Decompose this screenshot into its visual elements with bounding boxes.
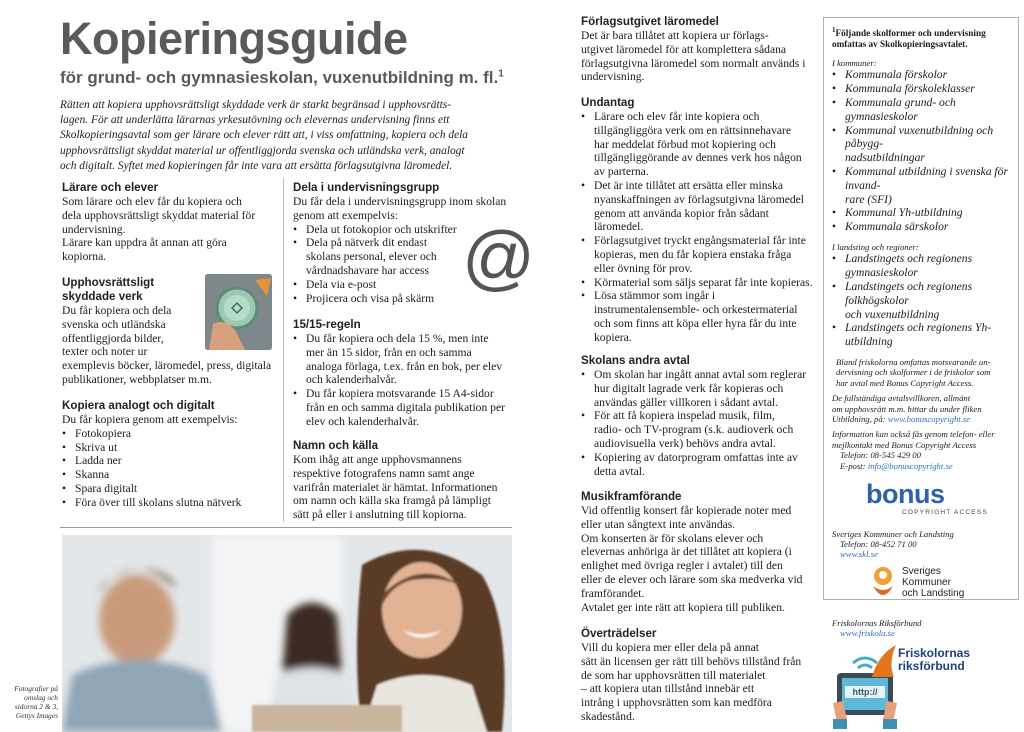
heading-dela: Dela i undervisningsgrupp [293, 181, 440, 194]
list-item: • Dela ut fotokopior och utskrifter [293, 223, 515, 237]
tablet-url-text: http:// [852, 687, 878, 697]
kommuner-label: I kommuner: [832, 58, 877, 69]
bonus-logo-text: bonus [866, 479, 945, 510]
friskolornas-logo-text: Friskolornas riksförbund [898, 645, 971, 673]
friskolornas-sail-icon [868, 645, 898, 679]
landsting-list [832, 252, 1010, 349]
friskolor-text: Bland friskolorna omfattas motsvarande un- dervisning och skolformer i de friskolor som har avtal med Bonus Copyright Access. [836, 357, 991, 388]
students-photo [62, 535, 512, 732]
bonus-website-link[interactable]: www.bonuscopyright.se [887, 414, 971, 425]
section-larare [62, 181, 276, 264]
list-item: • Du får kopiera motsvarande 15 A4-sidor från en och samma digitala publikation per elev och kalenderhalvår. [293, 387, 515, 428]
list-item: • Det är inte tillåtet att ersätta eller minska nyanskaffningen av förlagsutgivna läromedel genom att använda kopior från sådant läromedel. [581, 179, 813, 234]
heading-15-15-regeln: 15/15-regeln [293, 318, 361, 331]
heading-andra-avtal: Skolans andra avtal [581, 354, 690, 367]
page-title: Kopieringsguide [60, 13, 408, 64]
skl-link[interactable]: www.skl.se [840, 549, 878, 560]
scope-info-box [823, 17, 1019, 673]
page-subtitle [60, 68, 504, 88]
list-item: • Lärare och elev får inte kopiera och tillgängliggöra verk om en rättsinnehavare har meddelat förbud mot kopiering och tillgängliggörande av dennes verk hos någon av parterna. [581, 110, 813, 179]
kommuner-list [832, 68, 1010, 234]
list-item: • Kommunal Yh-utbildning [832, 206, 1010, 220]
info-box-heading [832, 25, 1010, 50]
list-item: • Förlagsutgivet tryckt engångsmaterial får inte kopieras, men du får kopiera enstaka fråga eller övning för prov. [581, 234, 813, 275]
text-namn-kalla: Kom ihåg att ange upphovsmannens respektive fotografens namn samt ange varifrån materialet är hämtat. Informationen om namn och källa ska framgå på lämpligt sätt på eller i anslutning till kopiorna. [293, 453, 498, 522]
list-item: • Skriva ut [62, 441, 276, 455]
bonus-email-line [832, 461, 1010, 471]
friskolornas-name: Friskolornas Riksförbund [832, 617, 922, 628]
list-item: • Dela på nätverk dit endast skolans personal, elever och vårdnadshavare har access [293, 236, 515, 277]
list-item: • Kommunal utbildning i svenska för invand- rare (SFI) [832, 165, 1010, 206]
section-15-15-regeln [293, 318, 515, 429]
text-overtradelser: Vill du kopiera mer eller dela på annat sätt än licensen ger rätt till behövs tillstånd från de som har upphovsrätten till materialet – att kopiera utan tillstånd innebär ett intrång i upphovsrätten som kan medföra skadestånd. [581, 641, 802, 723]
skl-phone: Telefon: 08-452 71 00 [840, 538, 917, 549]
skl-logo [868, 564, 1010, 608]
list-item: • Du får kopiera och dela 15 %, men inte mer än 15 sidor, från en och samma analoga förlaga, t.ex. från en bok, per elev och kalenderhalvår. [293, 332, 515, 387]
list-item: • Lösa stämmor som ingår i instrumentalensemble- och orkestermaterial och som finns att köpa eller hyra får du inte kopiera. [581, 289, 813, 344]
villkor-body: De fullständiga avtalsvillkoren, allmänt om upphovsrätt m.m. hittar du under fliken Utbildning, på: [832, 393, 982, 425]
list-item: • Kommunala särskolor [832, 220, 1010, 234]
heading-analogt-digitalt: Kopiera analogt och digitalt [62, 399, 215, 412]
list-item: • Körmaterial som säljs separat får inte kopieras. [581, 276, 813, 290]
text-larare: Som lärare och elev får du kopiera och dela upphovsrättsligt skyddat material för undervisning. Lärare kan uppdra åt annan att göra kopiorna. [62, 195, 256, 264]
copier-button-photo [205, 274, 272, 350]
subtitle-text: för grund- och gymnasieskolan, vuxenutbildning m. fl. [60, 68, 499, 87]
text-musikframforande: Vid offentlig konsert får kopierade noter med eller utan sångtext inte användas. Om konserten är för skolans elever och elevernas anhöriga är det tillåtet att kopiera (i enlighet med övriga regler i avtalet) till den eller de elever och lärare som ska medverka vid framförandet. Avtalet ger inte rätt att kopiera till publiken. [581, 504, 803, 614]
heading-larare: Lärare och elever [62, 181, 159, 194]
list-item: • För att få kopiera inspelad musik, film, radio- och TV-program (s.k. audioverk och audiovisuella verk) behövs andra avtal. [581, 409, 813, 450]
list-analogt-digitalt [62, 427, 276, 510]
footnote-mark: 1 [832, 26, 836, 34]
landsting-label: I landsting och regioner: [832, 242, 919, 253]
heading-forlagsutgivet: Förlagsutgivet läromedel [581, 15, 719, 28]
list-item: • Landstingets och regionens gymnasieskolor [832, 252, 1010, 280]
list-item: • Projicera och visa på skärm [293, 292, 515, 306]
bonus-email-link[interactable]: info@bonuscopyright.se [867, 460, 953, 471]
heading-musikframforande: Musikframförande [581, 490, 682, 503]
info-box-heading-text: Följande skolformer och undervisning omfattas av Skolkopieringsavtalet. [832, 28, 986, 50]
list-item: • Skanna [62, 468, 276, 482]
heading-undantag: Undantag [581, 96, 635, 109]
section-forlagsutgivet [581, 15, 813, 84]
skl-logo-mark-icon [868, 564, 898, 604]
list-item: • Kommunala grund- och gymnasieskolor [832, 96, 1010, 124]
friskolornas-logo [868, 645, 1010, 681]
list-andra-avtal [581, 368, 813, 478]
intro-paragraph: Rätten att kopiera upphovsrättsligt skyddade verk är starkt begränsad i upphovsrätts- lagen. För att underlätta lärarnas yrkesutövning och elevernas undervisning finns ett Skolkopieringsavtal som ger lärare och elever rätt att, i viss omfattning, kopiera och dela upphovsrättsligt skyddat material ur offentliggjorda svenska och utländska verk, analogt och digitalt. Syftet med kopieringen får inte vara att ersätta förlagsutgivna läromedel. [60, 99, 468, 172]
photo-credit: Fotografier på omslag och sidorna 2 & 3, Gettys Images [14, 684, 58, 720]
list-item: • Fotokopiera [62, 427, 276, 441]
email-label: E-post: [840, 460, 866, 471]
at-sign-icon: @ [462, 218, 536, 298]
contact-info-text: Information kan också fås genom telefon- eller mejlkontakt med Bonus Copyright Access [832, 429, 995, 450]
list-item: • Föra över till skolans slutna nätverk [62, 496, 276, 510]
heading-skyddade-verk: Upphovsrättsligt skyddade verk [62, 276, 155, 303]
list-15-15-regeln [293, 332, 515, 429]
heading-namn-kalla: Namn och källa [293, 439, 379, 452]
section-namn-kalla [293, 439, 515, 522]
skl-name: Sveriges Kommuner och Landsting [832, 528, 954, 539]
list-item: • Kopiering av datorprogram omfattas inte av detta avtal. [581, 451, 813, 479]
section-divider [60, 527, 512, 528]
subtitle-footnote-mark: 1 [498, 68, 504, 80]
bonus-logo [866, 481, 1010, 517]
list-item: • Dela via e-post [293, 278, 515, 292]
list-item: • Kommunala förskolor [832, 68, 1010, 82]
bonus-phone: Telefon: 08-545 429 00 [840, 450, 921, 461]
list-item: • Ladda ner [62, 454, 276, 468]
list-undantag [581, 110, 813, 345]
section-undantag [581, 96, 813, 345]
list-item: • Landstingets och regionens Yh-utbildning [832, 321, 1010, 349]
section-andra-avtal [581, 354, 813, 478]
text-skyddade-verk: Du får kopiera och dela svenska och utländska offentliggjorda bilder, texter och noter ur exemplevis böcker, läromedel, press, digitala publikationer, webbplatser m.m. [62, 304, 272, 386]
skl-logo-text: Sveriges Kommuner och Landsting [902, 565, 965, 599]
text-analogt-digitalt: Du får kopiera genom att exempelvis: [62, 413, 238, 426]
section-musikframforande [581, 490, 813, 614]
copier-button-icon [205, 274, 272, 350]
list-item: • Spara digitalt [62, 482, 276, 496]
list-item: • Landstingets och regionens folkhögskolor och vuxenutbildning [832, 280, 1010, 321]
text-forlagsutgivet: Det är bara tillåtet att kopiera ur förlags- utgivet läromedel för att komplettera sådana förlagsutgivna läromedel som normalt används i undervisning. [581, 29, 806, 84]
list-item: • Kommunala förskoleklasser [832, 82, 1010, 96]
section-overtradelser [581, 627, 813, 724]
column-divider [283, 178, 284, 522]
students-illustration [62, 535, 512, 732]
bonus-logo-subtext: COPYRIGHT ACCESS [902, 509, 988, 517]
friskolornas-link[interactable]: www.friskola.se [840, 628, 895, 639]
villkor-text [832, 393, 1010, 424]
list-item: • Om skolan har ingått annat avtal som reglerar hur digitalt lagrade verk får kopieras och användas gäller villkoren i sådant avtal. [581, 368, 813, 409]
section-analogt-digitalt [62, 399, 276, 510]
heading-overtradelser: Överträdelser [581, 627, 657, 640]
list-item: • Kommunal vuxenutbildning och påbygg- nadsutbildningar [832, 124, 1010, 165]
text-dela: Du får dela i undervisningsgrupp inom skolan genom att exempelvis: [293, 195, 507, 222]
